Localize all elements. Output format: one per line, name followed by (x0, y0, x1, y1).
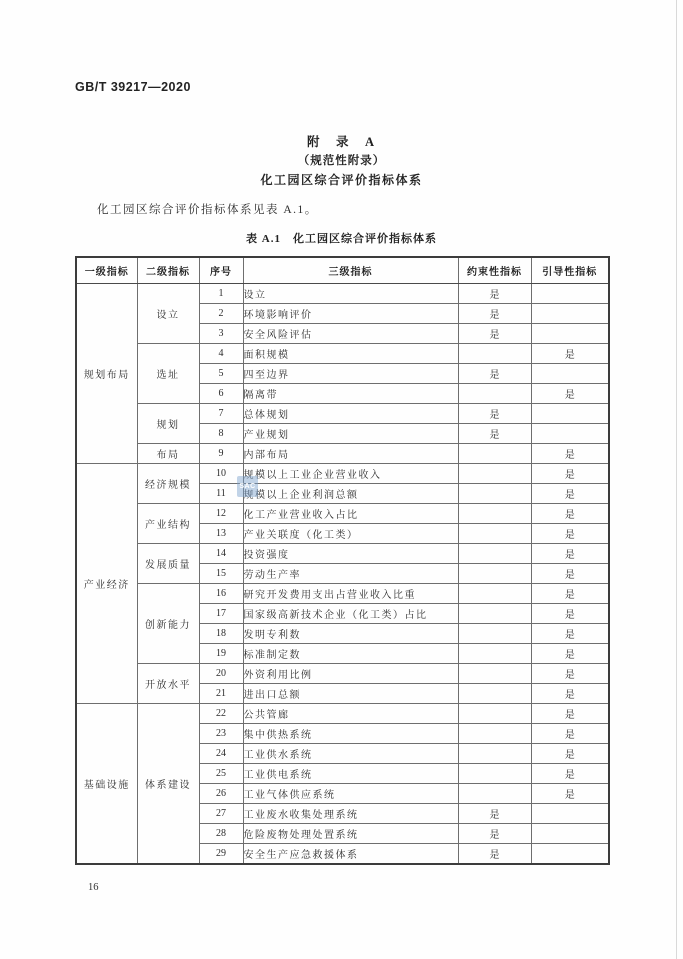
level2-indicator-cell: 选址 (137, 344, 199, 404)
level3-indicator-cell: 发明专利数 (243, 624, 458, 644)
level3-indicator-cell: 规模以上工业企业营业收入 (243, 464, 458, 484)
table-row (76, 504, 609, 524)
constraint-cell (458, 344, 531, 364)
seq-cell: 10 (199, 464, 243, 484)
guiding-cell: 是 (531, 464, 609, 484)
seq-cell: 2 (199, 304, 243, 324)
guiding-cell: 是 (531, 384, 609, 404)
guiding-cell: 是 (531, 604, 609, 624)
constraint-cell: 是 (458, 424, 531, 444)
seq-cell: 14 (199, 544, 243, 564)
level3-indicator-cell: 规模以上企业利润总额 (243, 484, 458, 504)
level2-indicator-cell: 发展质量 (137, 544, 199, 584)
level3-indicator-cell: 投资强度 (243, 544, 458, 564)
seq-cell: 1 (199, 284, 243, 304)
seq-cell: 22 (199, 704, 243, 724)
guiding-cell: 是 (531, 444, 609, 464)
level2-indicator-cell: 产业结构 (137, 504, 199, 544)
level2-indicator-cell: 布局 (137, 444, 199, 464)
constraint-cell (458, 664, 531, 684)
level3-indicator-cell: 工业供水系统 (243, 744, 458, 764)
level3-indicator-cell: 危险废物处理处置系统 (243, 824, 458, 844)
table-caption: 表 A.1 化工园区综合评价指标体系 (246, 233, 437, 245)
level2-indicator-cell: 开放水平 (137, 664, 199, 704)
level3-indicator-cell: 内部布局 (243, 444, 458, 464)
table-header-row (76, 257, 609, 284)
seq-cell: 15 (199, 564, 243, 584)
indicator-table (75, 256, 610, 865)
constraint-cell (458, 744, 531, 764)
guiding-cell (531, 304, 609, 324)
column-header-level3: 三级指标 (243, 257, 458, 284)
appendix-subtitle: （规范性附录） (297, 155, 386, 167)
level3-indicator-cell: 工业气体供应系统 (243, 784, 458, 804)
guiding-cell: 是 (531, 524, 609, 544)
scan-edge-line (676, 0, 677, 959)
level2-indicator-cell: 体系建设 (137, 704, 199, 865)
level3-indicator-cell: 集中供热系统 (243, 724, 458, 744)
constraint-cell: 是 (458, 404, 531, 424)
constraint-cell (458, 704, 531, 724)
guiding-cell (531, 424, 609, 444)
guiding-cell: 是 (531, 504, 609, 524)
guiding-cell: 是 (531, 624, 609, 644)
constraint-cell: 是 (458, 324, 531, 344)
level3-indicator-cell: 产业规划 (243, 424, 458, 444)
level2-indicator-cell: 经济规模 (137, 464, 199, 504)
level1-indicator-cell: 产业经济 (76, 464, 137, 704)
constraint-cell: 是 (458, 364, 531, 384)
seq-cell: 17 (199, 604, 243, 624)
seq-cell: 3 (199, 324, 243, 344)
level3-indicator-cell: 隔离带 (243, 384, 458, 404)
level3-indicator-cell: 四至边界 (243, 364, 458, 384)
constraint-cell (458, 464, 531, 484)
guiding-cell (531, 804, 609, 824)
guiding-cell: 是 (531, 564, 609, 584)
table-row (76, 404, 609, 424)
seq-cell: 19 (199, 644, 243, 664)
table-row (76, 284, 609, 304)
constraint-cell: 是 (458, 284, 531, 304)
level2-indicator-cell: 创新能力 (137, 584, 199, 664)
table-row (76, 344, 609, 364)
level3-indicator-cell: 研究开发费用支出占营业收入比重 (243, 584, 458, 604)
appendix-title-block (0, 133, 683, 190)
guiding-cell: 是 (531, 704, 609, 724)
seq-cell: 8 (199, 424, 243, 444)
constraint-cell (458, 384, 531, 404)
appendix-heading: 化工园区综合评价指标体系 (260, 173, 423, 187)
guiding-cell (531, 844, 609, 865)
level3-indicator-cell: 国家级高新技术企业（化工类）占比 (243, 604, 458, 624)
constraint-cell (458, 604, 531, 624)
level3-indicator-cell: 产业关联度（化工类） (243, 524, 458, 544)
constraint-cell (458, 624, 531, 644)
seq-cell: 28 (199, 824, 243, 844)
guiding-cell (531, 404, 609, 424)
guiding-cell: 是 (531, 724, 609, 744)
table-row (76, 664, 609, 684)
seq-cell: 5 (199, 364, 243, 384)
appendix-title: 附 录 A (306, 135, 377, 149)
constraint-cell (458, 764, 531, 784)
column-header-constraint: 约束性指标 (458, 257, 531, 284)
guiding-cell (531, 284, 609, 304)
guiding-cell: 是 (531, 664, 609, 684)
constraint-cell (458, 584, 531, 604)
level3-indicator-cell: 面积规模 (243, 344, 458, 364)
guiding-cell: 是 (531, 744, 609, 764)
seq-cell: 24 (199, 744, 243, 764)
level3-indicator-cell: 工业废水收集处理系统 (243, 804, 458, 824)
level3-indicator-cell: 公共管廊 (243, 704, 458, 724)
intro-paragraph: 化工园区综合评价指标体系见表 A.1。 (97, 204, 318, 216)
level3-indicator-cell: 安全生产应急救援体系 (243, 844, 458, 865)
table-row (76, 584, 609, 604)
level3-indicator-cell: 外资利用比例 (243, 664, 458, 684)
seq-cell: 29 (199, 844, 243, 865)
column-header-seq: 序号 (199, 257, 243, 284)
doc-code: GB/T 39217—2020 (75, 80, 191, 94)
seq-cell: 23 (199, 724, 243, 744)
level3-indicator-cell: 劳动生产率 (243, 564, 458, 584)
seq-cell: 9 (199, 444, 243, 464)
constraint-cell: 是 (458, 844, 531, 865)
guiding-cell: 是 (531, 784, 609, 804)
guiding-cell (531, 324, 609, 344)
guiding-cell: 是 (531, 344, 609, 364)
guiding-cell: 是 (531, 484, 609, 504)
constraint-cell (458, 524, 531, 544)
level1-indicator-cell: 基础设施 (76, 704, 137, 865)
constraint-cell (458, 564, 531, 584)
level2-indicator-cell: 设立 (137, 284, 199, 344)
seq-cell: 7 (199, 404, 243, 424)
level3-indicator-cell: 安全风险评估 (243, 324, 458, 344)
sac-watermark: SAC (237, 476, 258, 497)
column-header-level2: 二级指标 (137, 257, 199, 284)
seq-cell: 4 (199, 344, 243, 364)
constraint-cell (458, 484, 531, 504)
seq-cell: 6 (199, 384, 243, 404)
constraint-cell: 是 (458, 804, 531, 824)
constraint-cell (458, 504, 531, 524)
level3-indicator-cell: 进出口总额 (243, 684, 458, 704)
guiding-cell: 是 (531, 764, 609, 784)
seq-cell: 25 (199, 764, 243, 784)
table-row (76, 704, 609, 724)
seq-cell: 12 (199, 504, 243, 524)
level3-indicator-cell: 工业供电系统 (243, 764, 458, 784)
guiding-cell: 是 (531, 644, 609, 664)
level3-indicator-cell: 总体规划 (243, 404, 458, 424)
column-header-level1: 一级指标 (76, 257, 137, 284)
constraint-cell (458, 784, 531, 804)
level3-indicator-cell: 设立 (243, 284, 458, 304)
constraint-cell (458, 544, 531, 564)
constraint-cell: 是 (458, 304, 531, 324)
constraint-cell (458, 444, 531, 464)
table-row (76, 464, 609, 484)
table-row (76, 444, 609, 464)
seq-cell: 27 (199, 804, 243, 824)
level3-indicator-cell: 标准制定数 (243, 644, 458, 664)
seq-cell: 20 (199, 664, 243, 684)
seq-cell: 21 (199, 684, 243, 704)
constraint-cell: 是 (458, 824, 531, 844)
seq-cell: 11 (199, 484, 243, 504)
constraint-cell (458, 644, 531, 664)
level3-indicator-cell: 环境影响评价 (243, 304, 458, 324)
constraint-cell (458, 684, 531, 704)
page-number: 16 (88, 882, 99, 893)
constraint-cell (458, 724, 531, 744)
table-row (76, 544, 609, 564)
guiding-cell (531, 824, 609, 844)
level3-indicator-cell: 化工产业营业收入占比 (243, 504, 458, 524)
seq-cell: 18 (199, 624, 243, 644)
guiding-cell (531, 364, 609, 384)
level2-indicator-cell: 规划 (137, 404, 199, 444)
seq-cell: 16 (199, 584, 243, 604)
column-header-guiding: 引导性指标 (531, 257, 609, 284)
level1-indicator-cell: 规划布局 (76, 284, 137, 464)
seq-cell: 26 (199, 784, 243, 804)
seq-cell: 13 (199, 524, 243, 544)
guiding-cell: 是 (531, 544, 609, 564)
guiding-cell: 是 (531, 684, 609, 704)
guiding-cell: 是 (531, 584, 609, 604)
